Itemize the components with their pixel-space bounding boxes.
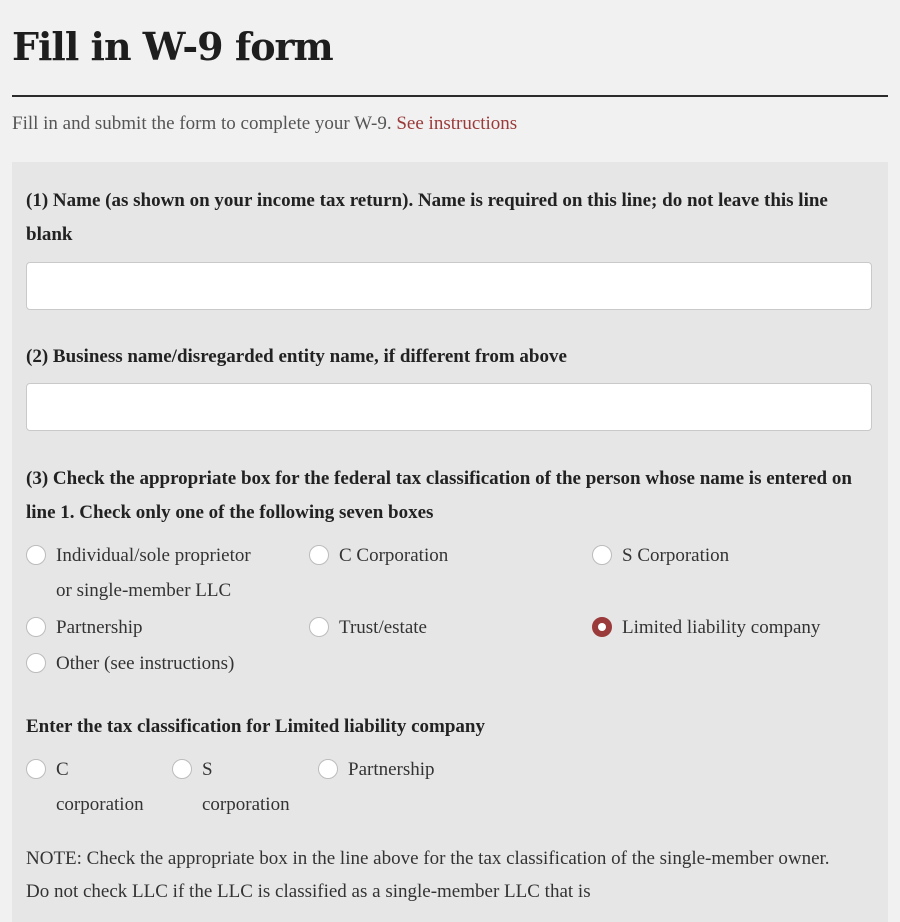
intro-description: Fill in and submit the form to complete your W-9. xyxy=(12,113,392,134)
option-label: Partnership xyxy=(348,759,435,780)
form-panel xyxy=(12,162,888,922)
option-label: C xyxy=(56,759,69,780)
option-label: Partnership xyxy=(56,617,143,638)
radio-individual[interactable] xyxy=(26,538,251,608)
option-label-continued: corporation xyxy=(202,794,290,815)
radio-trust-estate[interactable] xyxy=(309,610,427,645)
classification-label: (3) Check the appropriate box for the federal tax classification of the person whose name is entered on line 1. Check only one of the following seven boxes xyxy=(26,468,852,523)
page-title: Fill in W-9 form xyxy=(12,24,333,69)
radio-circle[interactable] xyxy=(592,545,612,565)
radio-c-corporation[interactable] xyxy=(309,538,448,573)
option-label: Other (see instructions) xyxy=(56,653,235,674)
radio-s-corporation[interactable] xyxy=(592,538,729,573)
option-label: Limited liability company xyxy=(622,617,821,638)
option-label-continued: or single-member LLC xyxy=(56,580,232,601)
option-label: Trust/estate xyxy=(339,617,427,638)
see-instructions-link[interactable]: See instructions xyxy=(396,113,518,134)
title-divider xyxy=(12,95,888,97)
radio-circle[interactable] xyxy=(309,545,329,565)
radio-circle[interactable] xyxy=(309,617,329,637)
radio-llc-partnership[interactable] xyxy=(318,752,435,787)
radio-circle[interactable] xyxy=(26,545,46,565)
radio-circle[interactable] xyxy=(172,759,192,779)
option-label: S Corporation xyxy=(622,545,730,566)
radio-partnership[interactable] xyxy=(26,610,143,645)
note-text: NOTE: Check the appropriate box in the line above for the tax classification of the single-member owner. Do not check LLC if the LLC is classified as a single-member LLC that is xyxy=(26,848,830,902)
option-label: S xyxy=(202,759,213,780)
radio-circle[interactable] xyxy=(26,759,46,779)
radio-circle-selected[interactable] xyxy=(592,617,612,637)
name-label: (1) Name (as shown on your income tax return). Name is required on this line; do not leave this line blank xyxy=(26,190,828,245)
radio-circle[interactable] xyxy=(318,759,338,779)
option-label: Individual/sole proprietor xyxy=(56,545,251,566)
radio-circle[interactable] xyxy=(26,617,46,637)
radio-limited-liability-company[interactable] xyxy=(592,610,820,645)
intro-text xyxy=(12,113,517,135)
name-input[interactable] xyxy=(26,262,872,310)
radio-llc-s-corporation[interactable] xyxy=(172,752,290,822)
radio-other[interactable] xyxy=(26,646,234,681)
business-name-input[interactable] xyxy=(26,383,872,431)
option-label: C Corporation xyxy=(339,545,449,566)
business-name-label: (2) Business name/disregarded entity name, if different from above xyxy=(26,346,567,367)
radio-circle[interactable] xyxy=(26,653,46,673)
llc-classification-label: Enter the tax classification for Limited liability company xyxy=(26,716,485,737)
radio-llc-c-corporation[interactable] xyxy=(26,752,144,822)
option-label-continued: corporation xyxy=(56,794,144,815)
